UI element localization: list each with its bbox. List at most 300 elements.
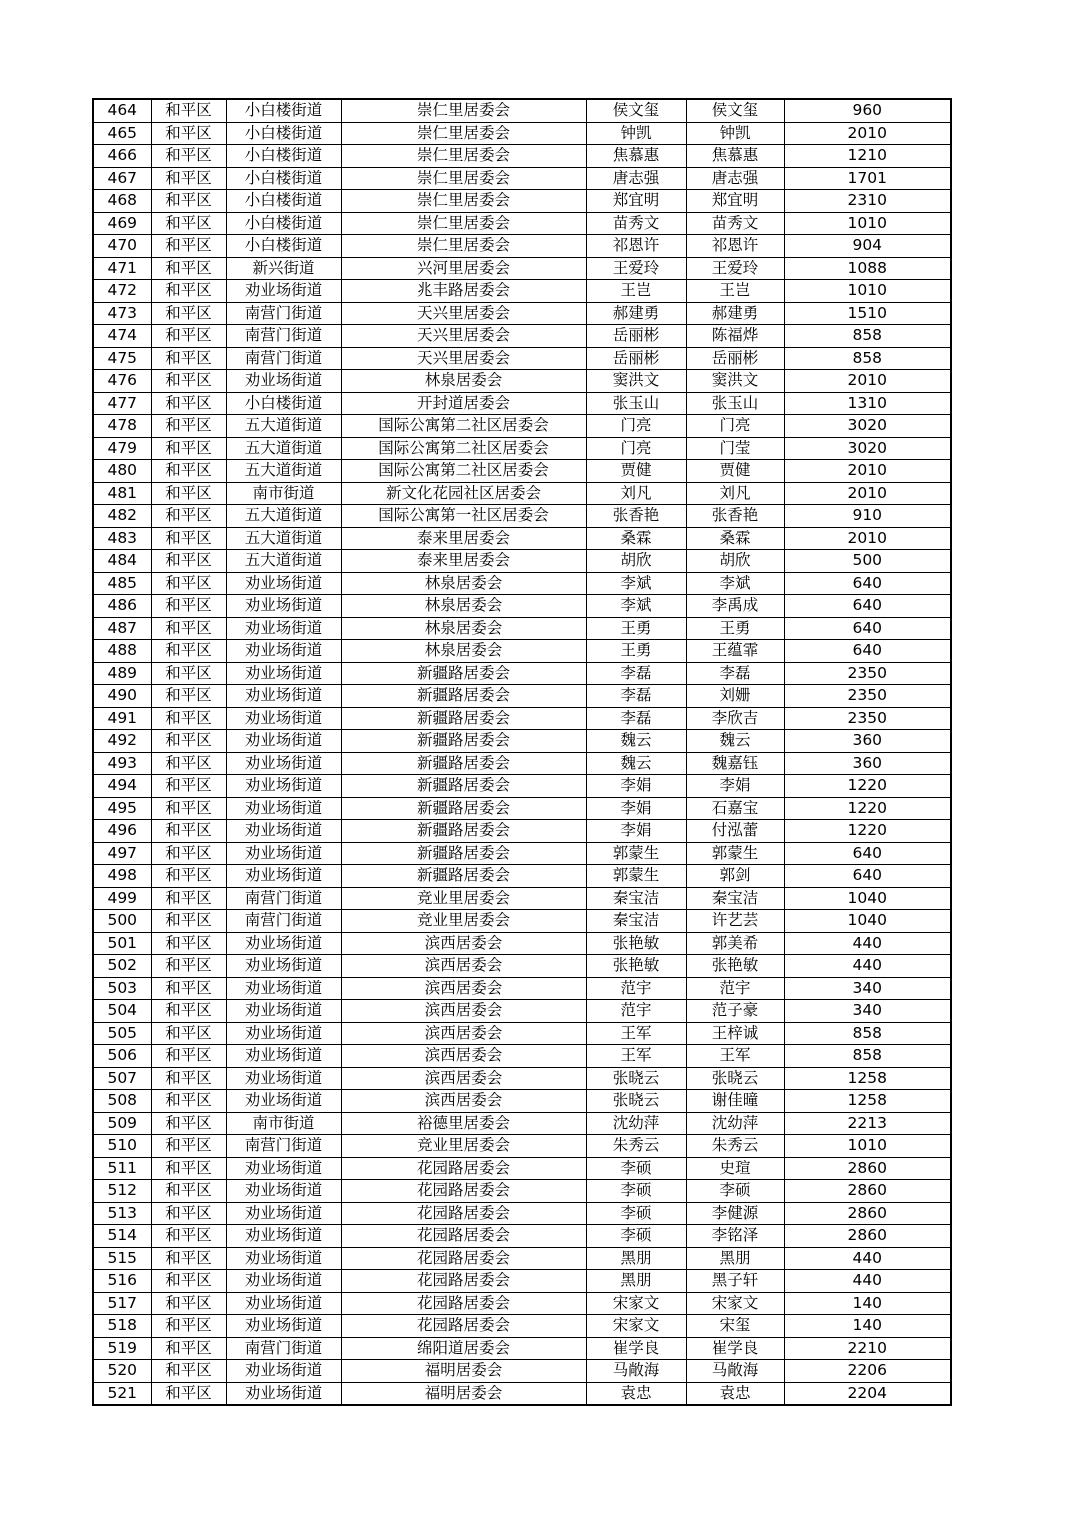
cell-member: 岳丽彬 bbox=[686, 347, 784, 370]
table-row bbox=[93, 302, 951, 325]
cell-street: 小白楼街道 bbox=[226, 99, 341, 122]
cell-member: 贾健 bbox=[686, 460, 784, 483]
cell-amount: 904 bbox=[784, 235, 951, 258]
table-row bbox=[93, 572, 951, 595]
cell-applicant: 袁忠 bbox=[586, 1382, 686, 1405]
cell-district: 和平区 bbox=[151, 617, 226, 640]
cell-index: 465 bbox=[93, 122, 151, 145]
cell-applicant: 郝建勇 bbox=[586, 302, 686, 325]
cell-member: 郝建勇 bbox=[686, 302, 784, 325]
cell-street: 劝业场街道 bbox=[226, 280, 341, 303]
cell-member: 袁忠 bbox=[686, 1382, 784, 1405]
cell-applicant: 范宇 bbox=[586, 1000, 686, 1023]
cell-amount: 1220 bbox=[784, 820, 951, 843]
cell-member: 刘姗 bbox=[686, 685, 784, 708]
cell-street: 五大道街道 bbox=[226, 527, 341, 550]
cell-district: 和平区 bbox=[151, 460, 226, 483]
cell-index: 476 bbox=[93, 370, 151, 393]
cell-applicant: 李斌 bbox=[586, 572, 686, 595]
cell-district: 和平区 bbox=[151, 932, 226, 955]
cell-amount: 1088 bbox=[784, 257, 951, 280]
cell-index: 502 bbox=[93, 955, 151, 978]
cell-street: 劝业场街道 bbox=[226, 1180, 341, 1203]
cell-applicant: 张艳敏 bbox=[586, 955, 686, 978]
cell-committee: 新疆路居委会 bbox=[341, 707, 586, 730]
cell-index: 464 bbox=[93, 99, 151, 122]
cell-committee: 崇仁里居委会 bbox=[341, 190, 586, 213]
cell-amount: 640 bbox=[784, 865, 951, 888]
cell-street: 劝业场街道 bbox=[226, 1157, 341, 1180]
cell-index: 480 bbox=[93, 460, 151, 483]
cell-committee: 崇仁里居委会 bbox=[341, 145, 586, 168]
cell-amount: 340 bbox=[784, 977, 951, 1000]
table-row bbox=[93, 167, 951, 190]
table-row bbox=[93, 707, 951, 730]
table-row bbox=[93, 257, 951, 280]
cell-street: 小白楼街道 bbox=[226, 122, 341, 145]
cell-district: 和平区 bbox=[151, 190, 226, 213]
table-row bbox=[93, 145, 951, 168]
cell-district: 和平区 bbox=[151, 302, 226, 325]
table-row bbox=[93, 1000, 951, 1023]
cell-district: 和平区 bbox=[151, 977, 226, 1000]
table-row bbox=[93, 662, 951, 685]
cell-committee: 林泉居委会 bbox=[341, 572, 586, 595]
cell-committee: 滨西居委会 bbox=[341, 932, 586, 955]
cell-member: 张香艳 bbox=[686, 505, 784, 528]
cell-amount: 440 bbox=[784, 1270, 951, 1293]
cell-index: 512 bbox=[93, 1180, 151, 1203]
cell-street: 南营门街道 bbox=[226, 347, 341, 370]
cell-district: 和平区 bbox=[151, 730, 226, 753]
cell-street: 劝业场街道 bbox=[226, 932, 341, 955]
cell-amount: 1010 bbox=[784, 212, 951, 235]
cell-street: 劝业场街道 bbox=[226, 640, 341, 663]
cell-district: 和平区 bbox=[151, 257, 226, 280]
table-row bbox=[93, 865, 951, 888]
cell-applicant: 张晓云 bbox=[586, 1067, 686, 1090]
cell-applicant: 李磊 bbox=[586, 685, 686, 708]
cell-amount: 440 bbox=[784, 955, 951, 978]
cell-amount: 960 bbox=[784, 99, 951, 122]
cell-district: 和平区 bbox=[151, 1360, 226, 1383]
table-row bbox=[93, 1090, 951, 1113]
cell-committee: 崇仁里居委会 bbox=[341, 122, 586, 145]
cell-index: 482 bbox=[93, 505, 151, 528]
cell-index: 490 bbox=[93, 685, 151, 708]
cell-amount: 640 bbox=[784, 572, 951, 595]
cell-member: 苗秀文 bbox=[686, 212, 784, 235]
cell-amount: 440 bbox=[784, 932, 951, 955]
cell-member: 陈福烨 bbox=[686, 325, 784, 348]
cell-index: 470 bbox=[93, 235, 151, 258]
cell-district: 和平区 bbox=[151, 1225, 226, 1248]
cell-member: 王勇 bbox=[686, 617, 784, 640]
cell-amount: 1220 bbox=[784, 797, 951, 820]
cell-index: 479 bbox=[93, 437, 151, 460]
cell-street: 劝业场街道 bbox=[226, 707, 341, 730]
cell-committee: 花园路居委会 bbox=[341, 1180, 586, 1203]
cell-applicant: 胡欣 bbox=[586, 550, 686, 573]
cell-applicant: 桑霖 bbox=[586, 527, 686, 550]
cell-applicant: 刘凡 bbox=[586, 482, 686, 505]
cell-street: 劝业场街道 bbox=[226, 842, 341, 865]
cell-street: 劝业场街道 bbox=[226, 865, 341, 888]
cell-applicant: 李硕 bbox=[586, 1180, 686, 1203]
cell-street: 五大道街道 bbox=[226, 437, 341, 460]
cell-member: 李铭泽 bbox=[686, 1225, 784, 1248]
cell-amount: 2010 bbox=[784, 482, 951, 505]
cell-committee: 绵阳道居委会 bbox=[341, 1337, 586, 1360]
cell-street: 劝业场街道 bbox=[226, 797, 341, 820]
cell-district: 和平区 bbox=[151, 865, 226, 888]
cell-district: 和平区 bbox=[151, 707, 226, 730]
table-row bbox=[93, 1112, 951, 1135]
cell-applicant: 窦洪文 bbox=[586, 370, 686, 393]
cell-street: 劝业场街道 bbox=[226, 1247, 341, 1270]
cell-applicant: 魏云 bbox=[586, 730, 686, 753]
table-row bbox=[93, 415, 951, 438]
cell-committee: 花园路居委会 bbox=[341, 1315, 586, 1338]
cell-index: 515 bbox=[93, 1247, 151, 1270]
cell-street: 劝业场街道 bbox=[226, 1000, 341, 1023]
cell-street: 劝业场街道 bbox=[226, 1382, 341, 1405]
cell-amount: 2010 bbox=[784, 370, 951, 393]
cell-index: 474 bbox=[93, 325, 151, 348]
cell-amount: 2310 bbox=[784, 190, 951, 213]
table-row bbox=[93, 460, 951, 483]
table-body bbox=[93, 99, 951, 1405]
cell-applicant: 岳丽彬 bbox=[586, 347, 686, 370]
cell-member: 马敞海 bbox=[686, 1360, 784, 1383]
cell-applicant: 贾健 bbox=[586, 460, 686, 483]
cell-member: 侯文玺 bbox=[686, 99, 784, 122]
cell-amount: 1701 bbox=[784, 167, 951, 190]
cell-street: 小白楼街道 bbox=[226, 145, 341, 168]
cell-applicant: 秦宝洁 bbox=[586, 887, 686, 910]
cell-street: 南营门街道 bbox=[226, 887, 341, 910]
table-row bbox=[93, 370, 951, 393]
cell-street: 五大道街道 bbox=[226, 460, 341, 483]
table-row bbox=[93, 595, 951, 618]
cell-applicant: 焦慕惠 bbox=[586, 145, 686, 168]
cell-amount: 2860 bbox=[784, 1225, 951, 1248]
cell-index: 509 bbox=[93, 1112, 151, 1135]
cell-district: 和平区 bbox=[151, 640, 226, 663]
cell-amount: 340 bbox=[784, 1000, 951, 1023]
cell-committee: 兴河里居委会 bbox=[341, 257, 586, 280]
cell-index: 492 bbox=[93, 730, 151, 753]
cell-applicant: 祁恩许 bbox=[586, 235, 686, 258]
cell-amount: 3020 bbox=[784, 437, 951, 460]
table-row bbox=[93, 910, 951, 933]
cell-committee: 竞业里居委会 bbox=[341, 910, 586, 933]
cell-index: 513 bbox=[93, 1202, 151, 1225]
cell-index: 520 bbox=[93, 1360, 151, 1383]
table-row bbox=[93, 685, 951, 708]
cell-applicant: 苗秀文 bbox=[586, 212, 686, 235]
cell-committee: 竞业里居委会 bbox=[341, 887, 586, 910]
cell-street: 五大道街道 bbox=[226, 505, 341, 528]
cell-applicant: 秦宝洁 bbox=[586, 910, 686, 933]
table-row bbox=[93, 1045, 951, 1068]
cell-amount: 858 bbox=[784, 347, 951, 370]
cell-applicant: 马敞海 bbox=[586, 1360, 686, 1383]
cell-applicant: 张香艳 bbox=[586, 505, 686, 528]
cell-committee: 天兴里居委会 bbox=[341, 325, 586, 348]
cell-street: 劝业场街道 bbox=[226, 685, 341, 708]
cell-index: 493 bbox=[93, 752, 151, 775]
cell-committee: 新疆路居委会 bbox=[341, 685, 586, 708]
cell-applicant: 宋家文 bbox=[586, 1315, 686, 1338]
cell-index: 516 bbox=[93, 1270, 151, 1293]
cell-street: 劝业场街道 bbox=[226, 955, 341, 978]
cell-applicant: 岳丽彬 bbox=[586, 325, 686, 348]
cell-committee: 滨西居委会 bbox=[341, 1067, 586, 1090]
cell-district: 和平区 bbox=[151, 482, 226, 505]
table-row bbox=[93, 1135, 951, 1158]
table-row bbox=[93, 505, 951, 528]
cell-district: 和平区 bbox=[151, 797, 226, 820]
cell-member: 李硕 bbox=[686, 1180, 784, 1203]
cell-street: 劝业场街道 bbox=[226, 572, 341, 595]
cell-district: 和平区 bbox=[151, 1270, 226, 1293]
cell-district: 和平区 bbox=[151, 212, 226, 235]
cell-street: 南营门街道 bbox=[226, 1135, 341, 1158]
cell-district: 和平区 bbox=[151, 1292, 226, 1315]
cell-district: 和平区 bbox=[151, 122, 226, 145]
table-row bbox=[93, 325, 951, 348]
cell-amount: 1010 bbox=[784, 280, 951, 303]
cell-index: 467 bbox=[93, 167, 151, 190]
cell-member: 崔学良 bbox=[686, 1337, 784, 1360]
table-row bbox=[93, 280, 951, 303]
table-row bbox=[93, 235, 951, 258]
cell-index: 504 bbox=[93, 1000, 151, 1023]
cell-district: 和平区 bbox=[151, 1135, 226, 1158]
table-row bbox=[93, 1337, 951, 1360]
cell-applicant: 王勇 bbox=[586, 617, 686, 640]
cell-index: 471 bbox=[93, 257, 151, 280]
cell-applicant: 黑朋 bbox=[586, 1270, 686, 1293]
cell-amount: 2010 bbox=[784, 122, 951, 145]
cell-district: 和平区 bbox=[151, 1045, 226, 1068]
cell-district: 和平区 bbox=[151, 662, 226, 685]
cell-member: 李斌 bbox=[686, 572, 784, 595]
table-row bbox=[93, 955, 951, 978]
cell-street: 劝业场街道 bbox=[226, 1315, 341, 1338]
cell-amount: 2350 bbox=[784, 662, 951, 685]
cell-index: 472 bbox=[93, 280, 151, 303]
cell-index: 510 bbox=[93, 1135, 151, 1158]
cell-index: 487 bbox=[93, 617, 151, 640]
cell-applicant: 王勇 bbox=[586, 640, 686, 663]
cell-index: 488 bbox=[93, 640, 151, 663]
cell-street: 劝业场街道 bbox=[226, 752, 341, 775]
cell-district: 和平区 bbox=[151, 1090, 226, 1113]
cell-committee: 花园路居委会 bbox=[341, 1202, 586, 1225]
cell-member: 宋家文 bbox=[686, 1292, 784, 1315]
cell-member: 张玉山 bbox=[686, 392, 784, 415]
cell-member: 史瑄 bbox=[686, 1157, 784, 1180]
cell-amount: 640 bbox=[784, 842, 951, 865]
cell-district: 和平区 bbox=[151, 1247, 226, 1270]
cell-index: 507 bbox=[93, 1067, 151, 1090]
cell-street: 南营门街道 bbox=[226, 910, 341, 933]
cell-committee: 新疆路居委会 bbox=[341, 797, 586, 820]
cell-index: 498 bbox=[93, 865, 151, 888]
cell-applicant: 郭蒙生 bbox=[586, 865, 686, 888]
cell-member: 唐志强 bbox=[686, 167, 784, 190]
cell-index: 499 bbox=[93, 887, 151, 910]
cell-district: 和平区 bbox=[151, 752, 226, 775]
cell-street: 劝业场街道 bbox=[226, 1225, 341, 1248]
cell-street: 劝业场街道 bbox=[226, 662, 341, 685]
cell-member: 秦宝洁 bbox=[686, 887, 784, 910]
cell-member: 李娟 bbox=[686, 775, 784, 798]
table-row bbox=[93, 932, 951, 955]
cell-street: 劝业场街道 bbox=[226, 1360, 341, 1383]
cell-applicant: 王军 bbox=[586, 1022, 686, 1045]
cell-applicant: 门亮 bbox=[586, 415, 686, 438]
cell-amount: 1258 bbox=[784, 1067, 951, 1090]
cell-committee: 国际公寓第二社区居委会 bbox=[341, 437, 586, 460]
cell-applicant: 王岂 bbox=[586, 280, 686, 303]
cell-amount: 1258 bbox=[784, 1090, 951, 1113]
cell-street: 劝业场街道 bbox=[226, 1090, 341, 1113]
cell-applicant: 李娟 bbox=[586, 797, 686, 820]
cell-applicant: 李娟 bbox=[586, 775, 686, 798]
cell-district: 和平区 bbox=[151, 1157, 226, 1180]
cell-index: 518 bbox=[93, 1315, 151, 1338]
cell-street: 小白楼街道 bbox=[226, 392, 341, 415]
table-row bbox=[93, 797, 951, 820]
cell-committee: 天兴里居委会 bbox=[341, 302, 586, 325]
cell-applicant: 朱秀云 bbox=[586, 1135, 686, 1158]
cell-committee: 花园路居委会 bbox=[341, 1157, 586, 1180]
cell-street: 南市街道 bbox=[226, 1112, 341, 1135]
cell-index: 478 bbox=[93, 415, 151, 438]
cell-committee: 新疆路居委会 bbox=[341, 730, 586, 753]
cell-street: 劝业场街道 bbox=[226, 977, 341, 1000]
cell-index: 521 bbox=[93, 1382, 151, 1405]
cell-district: 和平区 bbox=[151, 595, 226, 618]
cell-district: 和平区 bbox=[151, 1337, 226, 1360]
cell-district: 和平区 bbox=[151, 437, 226, 460]
cell-district: 和平区 bbox=[151, 550, 226, 573]
cell-index: 489 bbox=[93, 662, 151, 685]
cell-committee: 崇仁里居委会 bbox=[341, 99, 586, 122]
table-row bbox=[93, 820, 951, 843]
cell-committee: 国际公寓第二社区居委会 bbox=[341, 415, 586, 438]
cell-index: 477 bbox=[93, 392, 151, 415]
cell-committee: 花园路居委会 bbox=[341, 1292, 586, 1315]
cell-amount: 1040 bbox=[784, 910, 951, 933]
cell-member: 范宇 bbox=[686, 977, 784, 1000]
cell-amount: 2206 bbox=[784, 1360, 951, 1383]
cell-member: 张晓云 bbox=[686, 1067, 784, 1090]
cell-amount: 140 bbox=[784, 1315, 951, 1338]
cell-index: 494 bbox=[93, 775, 151, 798]
cell-committee: 花园路居委会 bbox=[341, 1270, 586, 1293]
table-row bbox=[93, 550, 951, 573]
cell-member: 郭美希 bbox=[686, 932, 784, 955]
cell-district: 和平区 bbox=[151, 1180, 226, 1203]
cell-district: 和平区 bbox=[151, 235, 226, 258]
cell-district: 和平区 bbox=[151, 347, 226, 370]
cell-member: 门亮 bbox=[686, 415, 784, 438]
cell-member: 李禹成 bbox=[686, 595, 784, 618]
cell-index: 495 bbox=[93, 797, 151, 820]
cell-committee: 林泉居委会 bbox=[341, 617, 586, 640]
cell-member: 祁恩许 bbox=[686, 235, 784, 258]
cell-amount: 360 bbox=[784, 752, 951, 775]
cell-index: 485 bbox=[93, 572, 151, 595]
cell-member: 张艳敏 bbox=[686, 955, 784, 978]
cell-applicant: 黑朋 bbox=[586, 1247, 686, 1270]
cell-street: 劝业场街道 bbox=[226, 1045, 341, 1068]
table-row bbox=[93, 437, 951, 460]
cell-street: 劝业场街道 bbox=[226, 1202, 341, 1225]
table-row bbox=[93, 977, 951, 1000]
cell-applicant: 李斌 bbox=[586, 595, 686, 618]
cell-amount: 2213 bbox=[784, 1112, 951, 1135]
cell-member: 范子豪 bbox=[686, 1000, 784, 1023]
cell-district: 和平区 bbox=[151, 1112, 226, 1135]
cell-district: 和平区 bbox=[151, 910, 226, 933]
cell-amount: 2860 bbox=[784, 1157, 951, 1180]
cell-applicant: 张玉山 bbox=[586, 392, 686, 415]
cell-index: 517 bbox=[93, 1292, 151, 1315]
cell-district: 和平区 bbox=[151, 1067, 226, 1090]
cell-amount: 858 bbox=[784, 1022, 951, 1045]
cell-index: 506 bbox=[93, 1045, 151, 1068]
cell-applicant: 李硕 bbox=[586, 1157, 686, 1180]
table-row bbox=[93, 482, 951, 505]
cell-amount: 1510 bbox=[784, 302, 951, 325]
table-row bbox=[93, 775, 951, 798]
cell-amount: 140 bbox=[784, 1292, 951, 1315]
cell-street: 劝业场街道 bbox=[226, 617, 341, 640]
table-row bbox=[93, 1180, 951, 1203]
cell-committee: 新文化花园社区居委会 bbox=[341, 482, 586, 505]
cell-committee: 林泉居委会 bbox=[341, 370, 586, 393]
cell-street: 五大道街道 bbox=[226, 415, 341, 438]
cell-street: 劝业场街道 bbox=[226, 370, 341, 393]
cell-amount: 440 bbox=[784, 1247, 951, 1270]
cell-index: 466 bbox=[93, 145, 151, 168]
cell-member: 胡欣 bbox=[686, 550, 784, 573]
cell-committee: 滨西居委会 bbox=[341, 977, 586, 1000]
cell-street: 五大道街道 bbox=[226, 550, 341, 573]
cell-index: 505 bbox=[93, 1022, 151, 1045]
cell-member: 宋玺 bbox=[686, 1315, 784, 1338]
cell-street: 小白楼街道 bbox=[226, 235, 341, 258]
cell-street: 小白楼街道 bbox=[226, 167, 341, 190]
cell-applicant: 门亮 bbox=[586, 437, 686, 460]
cell-amount: 2204 bbox=[784, 1382, 951, 1405]
cell-district: 和平区 bbox=[151, 1202, 226, 1225]
cell-committee: 花园路居委会 bbox=[341, 1225, 586, 1248]
cell-index: 514 bbox=[93, 1225, 151, 1248]
cell-committee: 林泉居委会 bbox=[341, 640, 586, 663]
cell-applicant: 王军 bbox=[586, 1045, 686, 1068]
data-table bbox=[92, 98, 952, 1406]
cell-street: 劝业场街道 bbox=[226, 775, 341, 798]
cell-member: 黑子轩 bbox=[686, 1270, 784, 1293]
table-row bbox=[93, 392, 951, 415]
cell-member: 焦慕惠 bbox=[686, 145, 784, 168]
